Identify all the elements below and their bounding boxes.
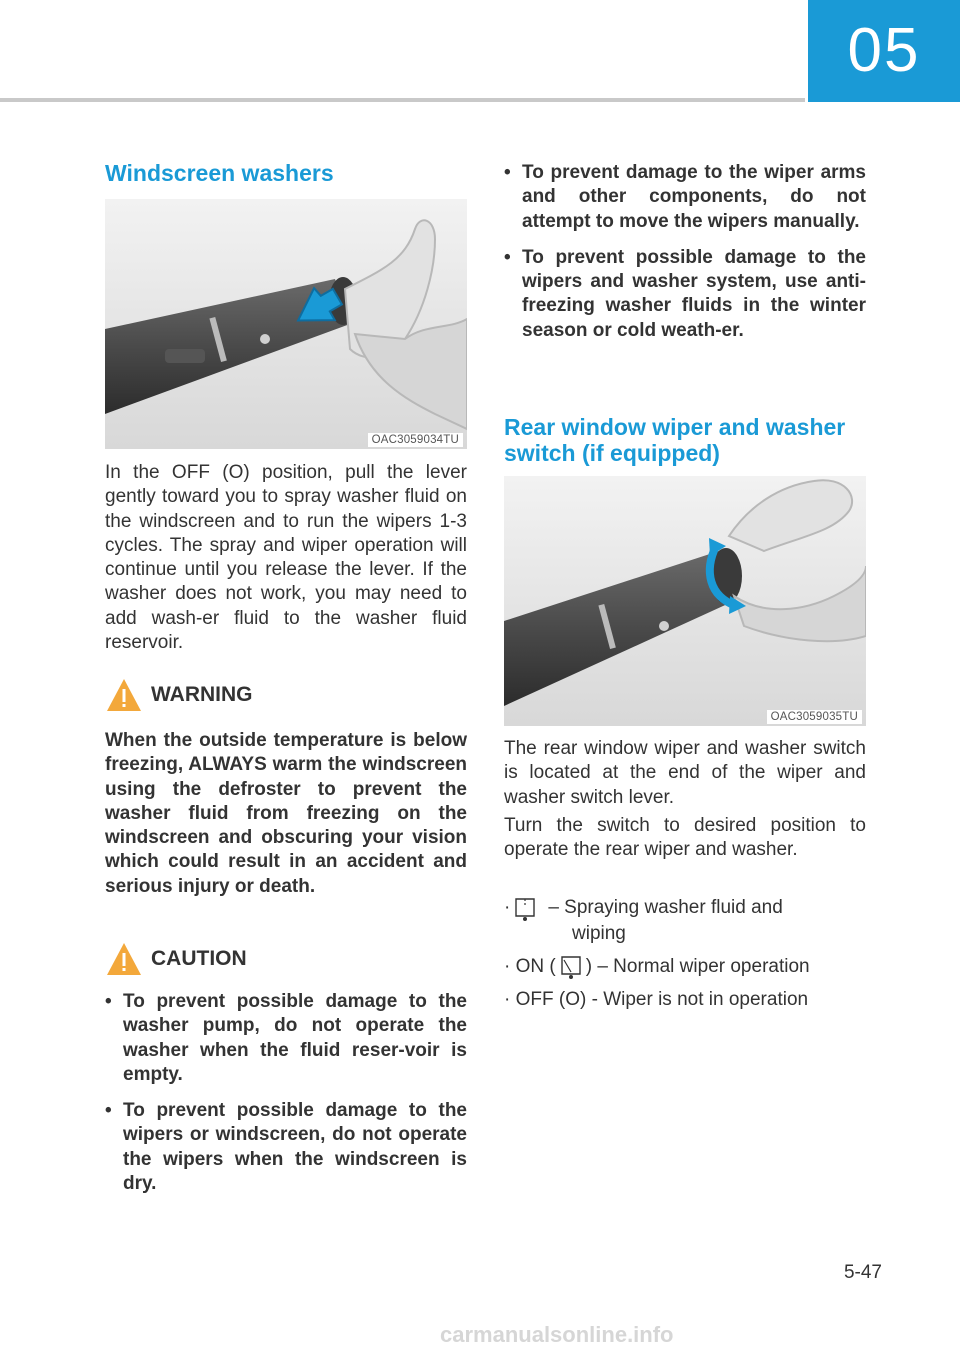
body-paragraph: Turn the switch to desired position to operate the rear wiper and washer. bbox=[504, 815, 866, 861]
chapter-tab: 05 bbox=[808, 0, 960, 102]
figure-code: OAC3059034TU bbox=[368, 433, 463, 447]
section-heading-rear-wiper: Rear window wiper and washer switch (if equipped) bbox=[504, 414, 846, 466]
caution-title: CAUTION bbox=[151, 947, 247, 970]
page-number: 5-47 bbox=[843, 1262, 882, 1283]
caution-item: • To prevent damage to the wiper arms and other components, do not attempt to move the wipers manually. bbox=[504, 162, 866, 232]
section-heading-windscreen-washers: Windscreen washers bbox=[105, 160, 334, 186]
warning-header bbox=[105, 676, 253, 714]
figure-washer-lever bbox=[105, 199, 467, 449]
switch-positions-list bbox=[504, 896, 866, 1020]
caution-list bbox=[105, 990, 467, 1208]
warning-title: WARNING bbox=[151, 683, 253, 706]
figure-code: OAC3059035TU bbox=[767, 710, 862, 724]
caution-header bbox=[105, 940, 247, 978]
caution-item: • To prevent possible damage to the wipers or windscreen, do not operate the wipers when the windscreen is dry. bbox=[105, 1100, 467, 1195]
switch-position-off: · OFF (O) - Wiper is not in operation bbox=[504, 989, 809, 1010]
body-paragraph: The rear window wiper and washer switch is located at the end of the wiper and washer switch lever. bbox=[504, 738, 866, 808]
rear-wiper-illustration bbox=[504, 476, 866, 726]
caution-list-continued bbox=[504, 161, 866, 355]
washer-lever-illustration bbox=[105, 199, 467, 449]
caution-item: • To prevent possible damage to the wipers and washer system, use anti-freezing washer fluids in the winter season or cold weath-er. bbox=[504, 246, 866, 341]
warning-text: When the outside temperature is below freezing, ALWAYS warm the windscreen using the defroster to prevent the washer fluid from freezing on the windscreen and obscuring your vision which could result in an accident and serious injury or death. bbox=[105, 730, 467, 897]
caution-triangle-icon bbox=[105, 940, 143, 978]
header-rule bbox=[0, 98, 805, 102]
watermark: carmanualsonline.info bbox=[440, 1322, 674, 1347]
switch-position-spray: · – Spraying washer fluid and wiping bbox=[504, 897, 783, 944]
figure-rear-wiper-switch bbox=[504, 476, 866, 726]
washer-spray-icon bbox=[514, 896, 536, 922]
body-paragraph: In the OFF (O) position, pull the lever gently toward you to spray washer fluid on the windscreen and to run the wipers 1-3 cycles. The spray and wiper operation will continue until you release the lever. If the washer does not work, you may need to add wash-er fluid to the washer fluid reservoir. bbox=[105, 462, 467, 654]
warning-triangle-icon bbox=[105, 676, 143, 714]
wiper-icon bbox=[560, 954, 582, 980]
caution-item: • To prevent possible damage to the washer pump, do not operate the washer when the fluid reser-voir is empty. bbox=[105, 991, 467, 1085]
switch-position-on: · ON ( ) – Normal wiper operation bbox=[504, 954, 866, 980]
